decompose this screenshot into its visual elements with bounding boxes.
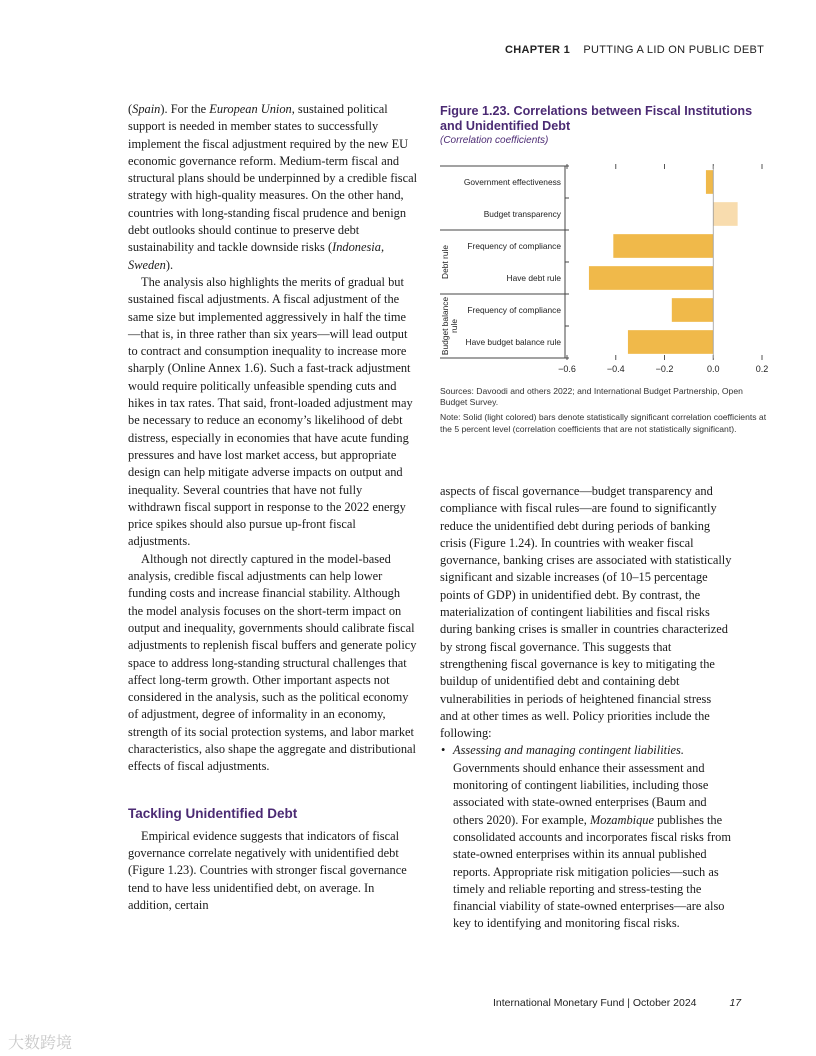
text-run: Governments should enhance their assessment and monitoring of contingent liabilities, including those associated with state-owned enterprises (Baum and others 2020). For example, [453, 760, 709, 827]
page-number: 17 [729, 997, 742, 1009]
chapter-label: CHAPTER 1 [505, 44, 571, 56]
x-tick-label: −0.6 [558, 364, 576, 374]
left-column [128, 101, 418, 914]
category-label: Have budget balance rule [465, 337, 561, 347]
bar [589, 266, 713, 290]
bar-chart [440, 158, 770, 380]
figure-sources: Sources: Davoodi and others 2022; and International Budget Partnership, Open Budget Survey. [440, 386, 743, 408]
bar [706, 170, 713, 194]
paragraph [128, 101, 418, 274]
x-tick-label: 0.2 [755, 364, 769, 374]
figure-1-23 [440, 104, 770, 439]
text-run: , sustained political support is needed in member states to successfully implement the fiscal adjustment required by the new EU economic governance reform. Medium-term fiscal and structural plans should be underpinned by a credible fiscal strategy with high-quality measures. On the other hand, countries with long-standing fiscal prudence and benign debt outlooks should continue to preserve debt sustainability and tackle downside risks ( [128, 102, 418, 255]
group-label: Budget balance [440, 296, 450, 356]
category-label: Frequency of compliance [467, 241, 561, 251]
x-tick-label: 0.0 [706, 364, 720, 374]
figure-notes [440, 386, 770, 435]
emphasis-text: Spain [132, 102, 161, 116]
text-run: ). [165, 257, 174, 272]
bar [713, 202, 737, 226]
emphasis-text: Mozambique [589, 812, 654, 827]
x-tick-label: −0.4 [606, 364, 625, 374]
category-label: Budget transparency [483, 209, 561, 219]
category-label: Have debt rule [506, 273, 561, 283]
footer-source: International Monetary Fund | October 2024 [493, 997, 697, 1009]
figure-note: Note: Solid (light colored) bars denote statistically significant correlation coefficients at the 5 percent level (correlation coefficients that are not statistically significant). [440, 412, 767, 434]
group-label: Debt rule [440, 245, 450, 279]
category-label: Government effectiveness [463, 177, 561, 187]
category-label: Frequency of compliance [467, 305, 561, 315]
running-header [505, 44, 764, 56]
text-run: ). For the [160, 102, 210, 116]
text-run: ( [128, 102, 133, 116]
paragraph: aspects of fiscal governance—budget transparency and compliance with fiscal rules—are found to significantly reduce the unidentified debt during periods of banking crisis (Figure 1.24). In countries with weaker fiscal governance, banking crises are associated with statistically significant and sizable increases (of 10–15 percentage points of GDP) in unidentified debt. By contrast, the materialization of contingent liabilities and fiscal risks during banking crises is smaller in countries characterized by strong fiscal governance. This suggests that strengthening fiscal governance is key to mitigating the buildup of unidentified debt and containing debt vulnerabilities in periods of heightened financial stress and at other times as well. Policy priorities include the following: [440, 484, 732, 741]
watermark-logo: 大数跨境 [8, 1033, 73, 1052]
bar [613, 234, 713, 258]
emphasis-text: Indonesia, Sweden [128, 240, 385, 272]
paragraph: Empirical evidence suggests that indicators of fiscal governance correlate negatively with unidentified debt (Figure 1.23). Countries with stronger fiscal governance tend to have less unidentified debt, on average. In addition, certain [128, 828, 407, 913]
x-tick-label: −0.2 [655, 364, 674, 374]
paragraph: Although not directly captured in the model-based analysis, credible fiscal adjustments can help lower funding costs and increase financial stability. Although the model analysis focuses on the short-term impact on output and inequality, governments should calibrate fiscal adjustments to replenish fiscal buffers and generate policy space to address long-standing structural challenges that affect long-term growth. Other important aspects not considered in the analysis, such as the political economy of adjustment, degree of informality in an economy, strength of its social protection systems, and labor market characteristics, also shape the aggregate and distributional effects of fiscal adjustments. [128, 551, 417, 774]
right-column [440, 483, 732, 933]
bar [628, 330, 713, 354]
section-heading: Tackling Unidentified Debt [128, 805, 298, 821]
emphasis-text: European Union [209, 102, 292, 116]
bullet-text [453, 743, 731, 930]
bullet-item [440, 742, 732, 932]
text-run: publishes the consolidated accounts and incorporates fiscal risks from state-owned enterprises within its annual published reports. Appropriate risk mitigation policies—such as timely and reliable reporting and stress-testing the financial viability of state-owned enterprises—are also key to identifying and monitoring fiscal risks. [453, 812, 732, 931]
figure-title: Figure 1.23. Correlations between Fiscal Institutions and Unidentified Debt [440, 104, 753, 133]
bullet-icon: • [441, 743, 446, 758]
group-label: rule [449, 319, 459, 333]
paragraph: The analysis also highlights the merits of gradual but sustained fiscal adjustments. A fiscal adjustment of the same size but implemented aggressively in half the time—that is, in three rather than six years—will lead output to contract and consumption inequality to increase more sharply (Online Annex 1.6). Such a fast-track adjustment would require politically unfeasible spending cuts and hikes in tax rates. That said, front-loaded adjustment may be necessary to reduce an economy’s likelihood of debt distress, especially in economies that have acute funding pressures and have lost market access, but appropriate design can help mitigate adverse impacts on output and inequality. Several countries that have not fully withdrawn fiscal support in response to the 2022 energy price spikes should also pursue up-front fiscal adjustments. [128, 274, 413, 549]
chapter-title: PUTTING A LID ON PUBLIC DEBT [583, 44, 765, 56]
emphasis-text: Assessing and managing contingent liabilities. [453, 743, 684, 758]
chart-canvas [440, 158, 770, 380]
bar [672, 298, 713, 322]
figure-subtitle: (Correlation coefficients) [440, 135, 549, 146]
page-footer [493, 997, 741, 1009]
